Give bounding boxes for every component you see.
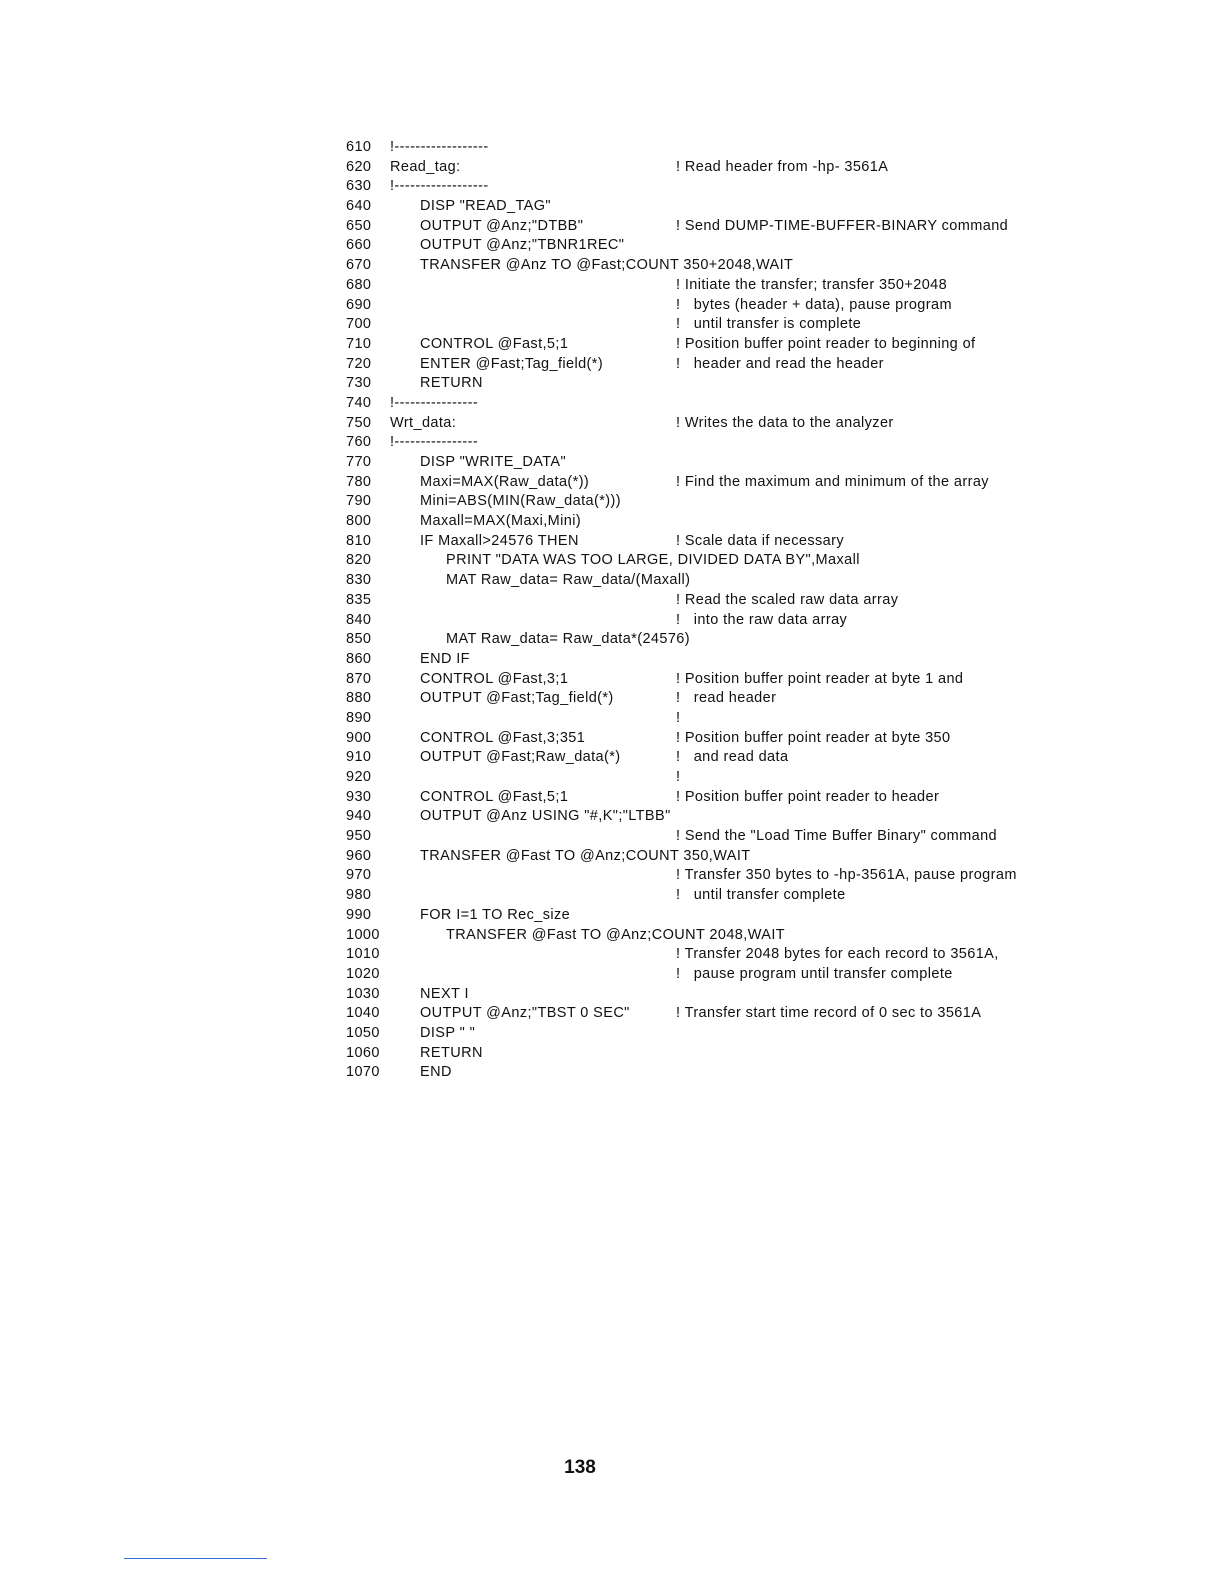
code-comment: ! read header — [676, 690, 777, 707]
line-number: 820 — [346, 552, 372, 569]
code-line — [346, 965, 1206, 985]
line-number: 610 — [346, 139, 372, 155]
line-number: 800 — [346, 513, 372, 530]
code-line — [346, 374, 1206, 394]
code-line — [346, 650, 1206, 670]
line-number: 650 — [346, 217, 372, 234]
code-text: END — [420, 1064, 452, 1081]
code-comment: ! Transfer start time record of 0 sec to 3561A — [676, 1005, 982, 1022]
line-number: 830 — [346, 572, 372, 589]
code-comment: ! Position buffer point reader to beginning of — [676, 335, 976, 352]
line-number: 920 — [346, 769, 372, 785]
code-text: OUTPUT @Anz;"DTBB" — [420, 217, 584, 234]
code-text: CONTROL @Fast,3;351 — [420, 729, 586, 746]
code-line — [346, 827, 1206, 847]
code-line — [346, 492, 1206, 512]
line-number: 740 — [346, 394, 372, 411]
code-line — [346, 768, 1206, 788]
line-number: 1060 — [346, 1044, 380, 1061]
code-comment: ! until transfer is complete — [676, 316, 862, 333]
line-number: 835 — [346, 591, 372, 608]
line-number: 990 — [346, 906, 372, 923]
code-comment: ! and read data — [676, 749, 789, 766]
code-line — [346, 807, 1206, 827]
code-line — [346, 197, 1206, 217]
line-number: 860 — [346, 650, 372, 667]
code-text: OUTPUT @Anz;"TBST 0 SEC" — [420, 1005, 630, 1022]
code-line — [346, 926, 1206, 946]
code-text: IF Maxall>24576 THEN — [420, 532, 579, 549]
line-number: 960 — [346, 847, 372, 864]
code-comment: ! Writes the data to the analyzer — [676, 414, 894, 431]
code-line — [346, 906, 1206, 926]
code-line — [346, 1024, 1206, 1044]
line-number: 790 — [346, 493, 372, 510]
code-line — [346, 296, 1206, 316]
code-text: MAT Raw_data= Raw_data/(Maxall) — [446, 572, 691, 589]
code-text: DISP " " — [420, 1024, 476, 1041]
code-comment: ! Send the "Load Time Buffer Binary" command — [676, 828, 998, 845]
code-text: OUTPUT @Fast;Tag_field(*) — [420, 690, 614, 707]
code-line — [346, 551, 1206, 571]
code-comment: ! Read the scaled raw data array — [676, 591, 899, 608]
code-line — [346, 866, 1206, 886]
code-line — [346, 571, 1206, 591]
code-text: CONTROL @Fast,5;1 — [420, 788, 569, 805]
line-number: 700 — [346, 316, 372, 333]
code-text: TRANSFER @Fast TO @Anz;COUNT 2048,WAIT — [446, 926, 786, 943]
line-number: 880 — [346, 690, 372, 707]
line-number: 720 — [346, 355, 372, 372]
code-line — [346, 788, 1206, 808]
code-comment: ! into the raw data array — [676, 611, 848, 628]
line-number: 940 — [346, 808, 372, 825]
code-listing — [346, 138, 1206, 1083]
line-number: 980 — [346, 887, 372, 904]
code-comment: ! Position buffer point reader to header — [676, 788, 940, 805]
line-number: 780 — [346, 473, 372, 490]
code-line — [346, 158, 1206, 178]
code-line — [346, 473, 1206, 493]
code-text: NEXT I — [420, 985, 469, 1002]
code-comment: ! bytes (header + data), pause program — [676, 296, 952, 313]
code-line — [346, 709, 1206, 729]
code-line — [346, 394, 1206, 414]
code-text: END IF — [420, 650, 470, 667]
code-line — [346, 729, 1206, 749]
line-number: 770 — [346, 454, 372, 470]
line-number: 670 — [346, 257, 372, 274]
code-text: !------------------ — [390, 139, 489, 155]
line-number: 850 — [346, 631, 372, 648]
code-comment: ! Initiate the transfer; transfer 350+2048 — [676, 276, 948, 293]
code-text: !---------------- — [390, 434, 479, 451]
code-comment: ! Send DUMP-TIME-BUFFER-BINARY command — [676, 217, 1009, 234]
code-line — [346, 1044, 1206, 1064]
line-number: 710 — [346, 335, 372, 352]
code-line — [346, 217, 1206, 237]
code-text: Mini=ABS(MIN(Raw_data(*))) — [420, 493, 621, 510]
code-comment: ! Transfer 350 bytes to -hp-3561A, pause program — [676, 867, 1017, 884]
line-number: 1020 — [346, 965, 380, 982]
code-text: OUTPUT @Anz;"TBNR1REC" — [420, 237, 625, 254]
code-line — [346, 532, 1206, 552]
line-number: 930 — [346, 788, 372, 805]
code-line — [346, 630, 1206, 650]
code-line — [346, 1004, 1206, 1024]
code-line — [346, 512, 1206, 532]
line-number: 810 — [346, 532, 372, 549]
code-text: RETURN — [420, 1044, 483, 1061]
code-line — [346, 985, 1206, 1005]
code-text: DISP "READ_TAG" — [420, 198, 551, 215]
code-line — [346, 453, 1206, 473]
line-number: 870 — [346, 670, 372, 687]
code-line — [346, 945, 1206, 965]
code-text: MAT Raw_data= Raw_data*(24576) — [446, 631, 690, 648]
line-number: 1050 — [346, 1024, 380, 1041]
line-number: 970 — [346, 867, 372, 884]
line-number: 1070 — [346, 1064, 380, 1081]
code-comment: ! pause program until transfer complete — [676, 965, 953, 982]
line-number: 900 — [346, 729, 372, 746]
code-line — [346, 886, 1206, 906]
code-line — [346, 138, 1206, 158]
code-comment: ! Position buffer point reader at byte 350 — [676, 729, 951, 746]
code-comment: ! header and read the header — [676, 355, 884, 372]
line-number: 1030 — [346, 985, 380, 1002]
code-comment: ! until transfer complete — [676, 887, 846, 904]
code-line — [346, 847, 1206, 867]
code-text: PRINT "DATA WAS TOO LARGE, DIVIDED DATA BY",Maxall — [446, 552, 860, 569]
code-line — [346, 1063, 1206, 1083]
code-line — [346, 236, 1206, 256]
code-text: CONTROL @Fast,5;1 — [420, 335, 569, 352]
code-line — [346, 355, 1206, 375]
line-number: 750 — [346, 414, 372, 431]
code-line — [346, 315, 1206, 335]
code-text: Read_tag: — [390, 158, 461, 175]
footnote-rule — [124, 1558, 267, 1559]
code-text: TRANSFER @Anz TO @Fast;COUNT 350+2048,WAIT — [420, 257, 794, 274]
line-number: 840 — [346, 611, 372, 628]
line-number: 690 — [346, 296, 372, 313]
code-line — [346, 256, 1206, 276]
code-text: DISP "WRITE_DATA" — [420, 454, 567, 470]
code-text: FOR I=1 TO Rec_size — [420, 906, 571, 923]
code-text: TRANSFER @Fast TO @Anz;COUNT 350,WAIT — [420, 847, 751, 864]
code-comment: ! Scale data if necessary — [676, 532, 844, 549]
line-number: 1000 — [346, 926, 380, 943]
code-text: RETURN — [420, 375, 483, 392]
code-text: CONTROL @Fast,3;1 — [420, 670, 569, 687]
line-number: 730 — [346, 375, 372, 392]
code-line — [346, 748, 1206, 768]
line-number: 640 — [346, 198, 372, 215]
code-line — [346, 433, 1206, 453]
line-number: 890 — [346, 709, 372, 726]
code-text: Wrt_data: — [390, 414, 457, 431]
line-number: 680 — [346, 276, 372, 293]
line-number: 620 — [346, 158, 372, 175]
code-text: OUTPUT @Anz USING "#,K";"LTBB" — [420, 808, 671, 825]
code-text: !------------------ — [390, 178, 489, 195]
line-number: 1040 — [346, 1005, 380, 1022]
code-comment: ! — [676, 709, 681, 726]
page-number: 138 — [564, 1457, 596, 1478]
code-text: ENTER @Fast;Tag_field(*) — [420, 355, 604, 372]
code-line — [346, 689, 1206, 709]
code-line — [346, 670, 1206, 690]
code-comment: ! Find the maximum and minimum of the array — [676, 473, 989, 490]
code-text: !---------------- — [390, 394, 479, 411]
code-line — [346, 414, 1206, 434]
code-line — [346, 591, 1206, 611]
line-number: 760 — [346, 434, 372, 451]
code-line — [346, 177, 1206, 197]
line-number: 630 — [346, 178, 372, 195]
line-number: 910 — [346, 749, 372, 766]
code-comment: ! Transfer 2048 bytes for each record to 3561A, — [676, 946, 999, 963]
line-number: 1010 — [346, 946, 380, 963]
line-number: 660 — [346, 237, 372, 254]
code-text: Maxi=MAX(Raw_data(*)) — [420, 473, 590, 490]
code-line — [346, 611, 1206, 631]
code-comment: ! Read header from -hp- 3561A — [676, 158, 889, 175]
code-line — [346, 335, 1206, 355]
code-comment: ! Position buffer point reader at byte 1 and — [676, 670, 964, 687]
code-text: Maxall=MAX(Maxi,Mini) — [420, 513, 582, 530]
code-text: OUTPUT @Fast;Raw_data(*) — [420, 749, 621, 766]
code-line — [346, 276, 1206, 296]
code-comment: ! — [676, 769, 681, 785]
line-number: 950 — [346, 828, 372, 845]
